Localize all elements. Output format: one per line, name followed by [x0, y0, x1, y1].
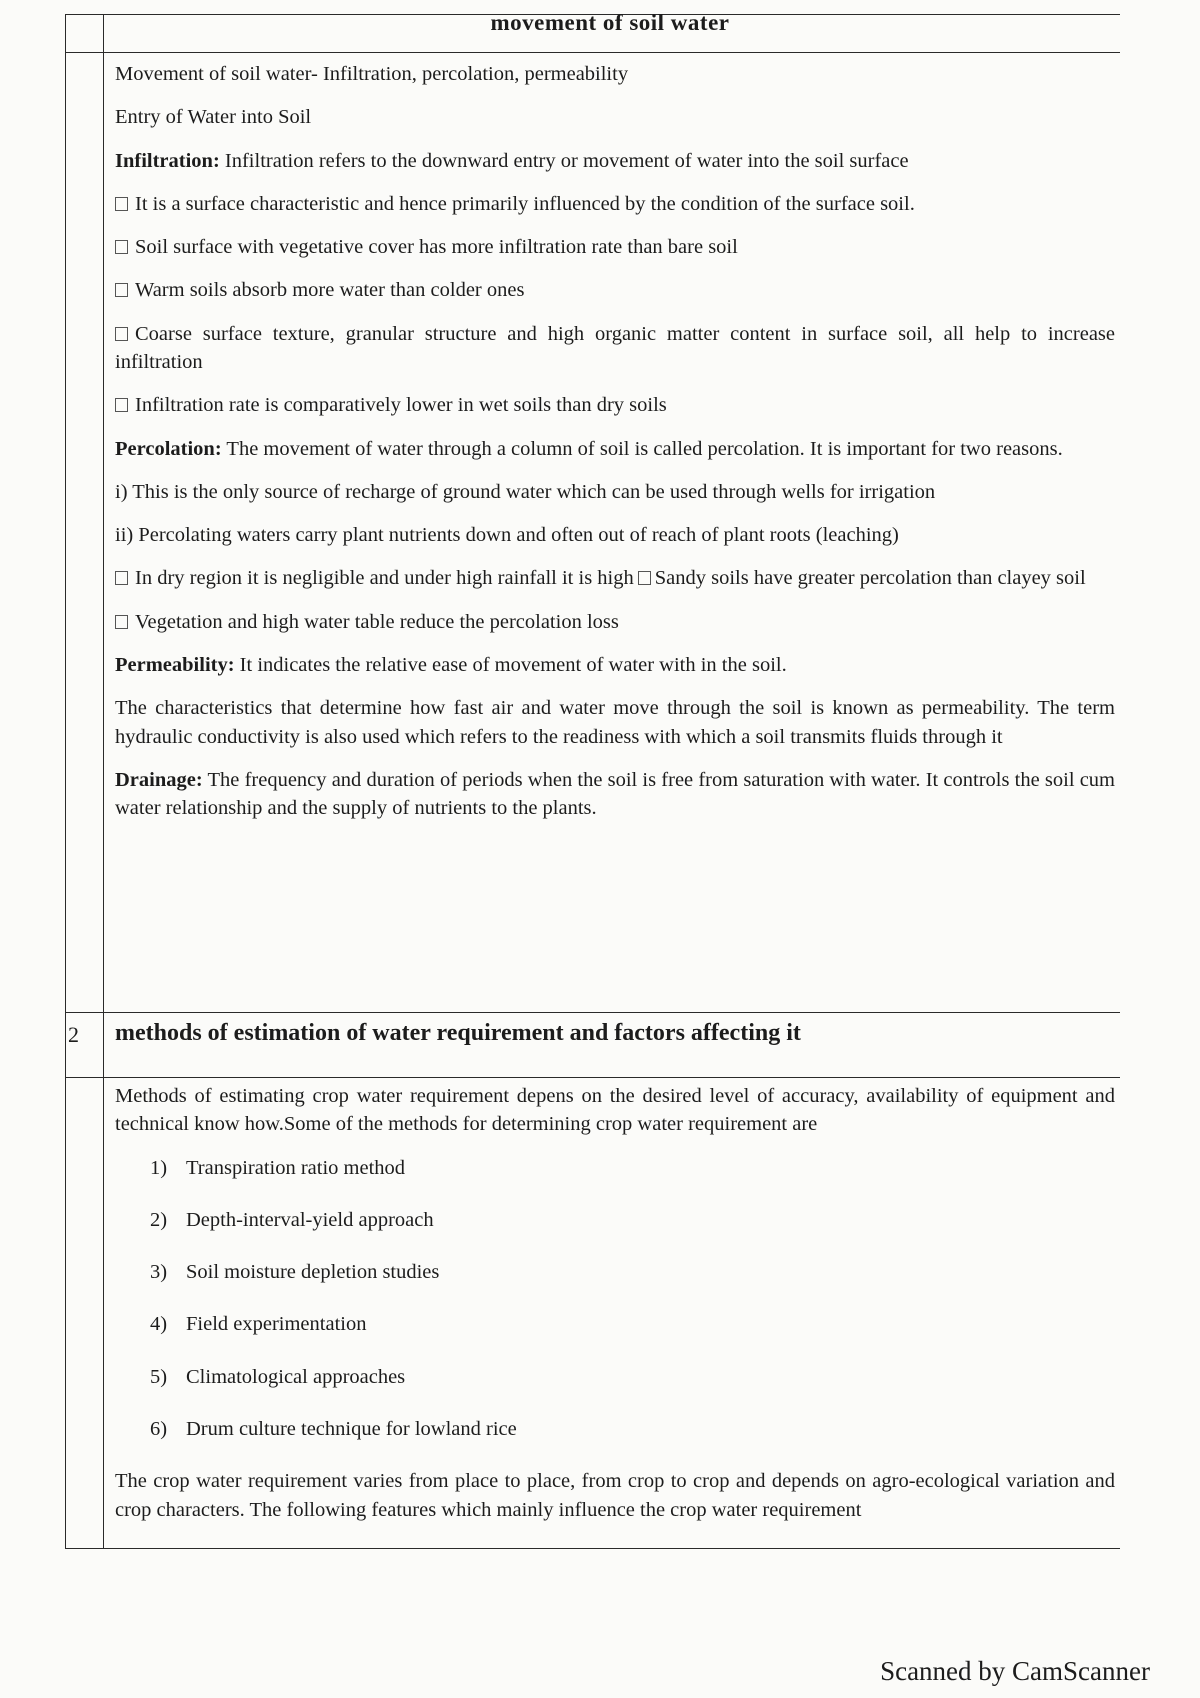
percolation-reason: ii) Percolating waters carry plant nutrients down and often out of reach of plant roots (leaching): [115, 524, 899, 547]
entry-heading: Entry of Water into Soil: [115, 106, 312, 129]
methods-list: [115, 1154, 1115, 1444]
section2-closing: The crop water requirement varies from place to place, from crop to crop and depends on agro-ecological variation and crop characters. The following features which mainly influence the crop water requirement: [115, 1470, 1115, 1521]
title-row-divider: [65, 52, 1120, 53]
checkbox-icon: [115, 571, 128, 585]
checkbox-icon: [115, 398, 128, 412]
row-number: 2: [68, 1022, 79, 1047]
checkbox-icon: [115, 197, 128, 211]
drainage-text: The frequency and duration of periods when the soil is free from saturation with water. It controls the soil cum water relationship and the supply of nutrients to the plants.: [115, 768, 1115, 820]
checkbox-icon: [115, 240, 128, 254]
infiltration-bullet: Warm soils absorb more water than colder ones: [115, 276, 1115, 304]
infiltration-bullet: It is a surface characteristic and hence primarily influenced by the condition of the surface soil.: [115, 190, 1115, 218]
infiltration-bullet: Coarse surface texture, granular structure and high organic matter content in surface soil, all help to increase infiltration: [115, 322, 1115, 373]
permeability-label: Permeability:: [115, 653, 235, 676]
percolation-bullet: Vegetation and high water table reduce the percolation loss: [115, 608, 1115, 636]
drainage-label: Drainage:: [115, 768, 203, 791]
section1-body: [115, 60, 1115, 837]
checkbox-icon: [115, 283, 128, 297]
section2-body: [115, 1082, 1115, 1539]
list-item: 2) Depth-interval-yield approach: [150, 1208, 434, 1231]
percolation-definition: [115, 435, 1115, 463]
permeability-definition: [115, 651, 1115, 679]
table-left-border: [65, 14, 66, 1548]
scanner-watermark: Scanned by CamScanner: [880, 1656, 1150, 1686]
list-item: 5) Climatological approaches: [150, 1365, 406, 1388]
drainage-definition: [115, 766, 1115, 823]
percolation-label: Percolation:: [115, 437, 222, 460]
permeability-text: It indicates the relative ease of movement of water with in the soil.: [239, 653, 787, 676]
section2-header-divider: [65, 1077, 1120, 1078]
checkbox-icon: [115, 615, 128, 629]
table-column-divider: [103, 14, 104, 1548]
checkbox-icon: [115, 327, 128, 341]
list-item: 3) Soil moisture depletion studies: [150, 1261, 440, 1284]
checkbox-icon: [638, 571, 651, 585]
section1-title: movement of soil water: [490, 10, 730, 35]
percolation-reason: i) This is the only source of recharge of ground water which can be used through wells for irrigation: [115, 480, 936, 503]
infiltration-definition: [115, 147, 1115, 175]
infiltration-label: Infiltration:: [115, 149, 220, 172]
list-item: 6) Drum culture technique for lowland rice: [150, 1417, 517, 1440]
percolation-text: The movement of water through a column of soil is called percolation. It is important for two reasons.: [226, 437, 1063, 460]
section2-top-divider: [65, 1012, 1120, 1013]
permeability-paragraph: The characteristics that determine how fast air and water move through the soil is known as permeability. The term hydraulic conductivity is also used which refers to the readiness with which a soil transmits fluids through it: [115, 697, 1115, 748]
infiltration-bullet: Infiltration rate is comparatively lower in wet soils than dry soils: [115, 391, 1115, 419]
list-item: 1) Transpiration ratio method: [150, 1156, 406, 1179]
infiltration-text: Infiltration refers to the downward entry or movement of water into the soil surface: [224, 149, 909, 172]
section2-title: methods of estimation of water requirement and factors affecting it: [115, 1020, 801, 1046]
table-bottom-border: [65, 1548, 1120, 1549]
section2-intro: Methods of estimating crop water requirement depens on the desired level of accuracy, availability of equipment and technical know how.Some of the methods for determining crop water requirement are: [115, 1085, 1115, 1136]
infiltration-bullet: Soil surface with vegetative cover has more infiltration rate than bare soil: [115, 233, 1115, 261]
percolation-bullet: In dry region it is negligible and under high rainfall it is high Sandy soils have greater percolation than clayey soil: [115, 564, 1115, 592]
list-item: 4) Field experimentation: [150, 1313, 367, 1336]
section1-intro: Movement of soil water- Infiltration, percolation, permeability: [115, 63, 629, 85]
